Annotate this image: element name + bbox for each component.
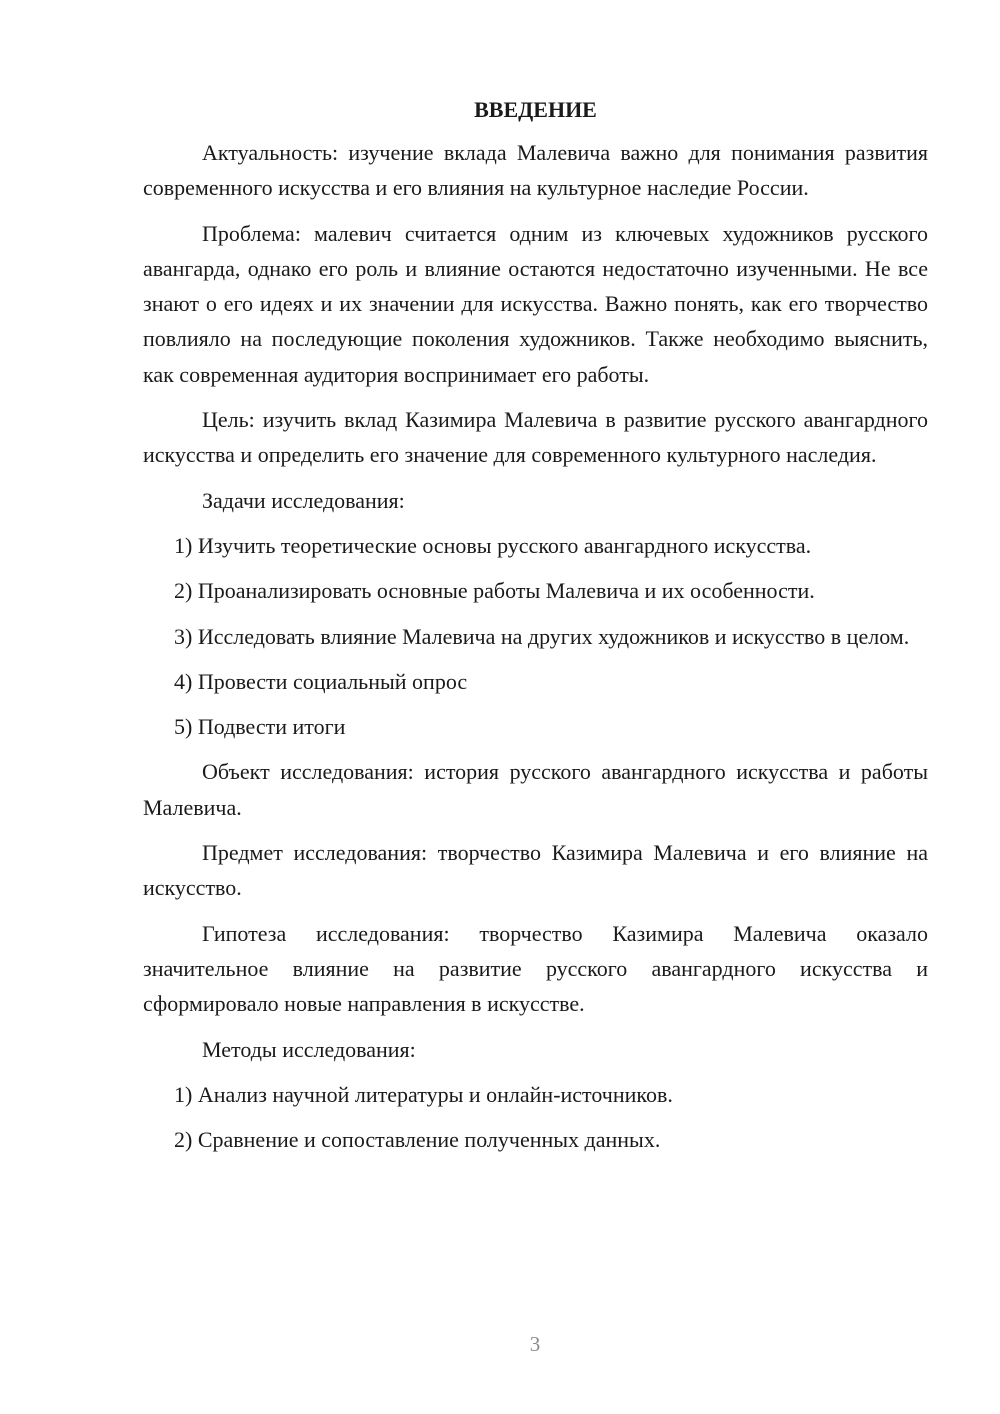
goal-paragraph: Цель: изучить вклад Казимира Малевича в развитие русского авангардного искусства и определить его значение для современного культурного наследия. [143, 407, 928, 468]
subject-paragraph: Предмет исследования: творчество Казимира Малевича и его влияние на искусство. [143, 840, 928, 901]
object-paragraph: Объект исследования: история русского авангардного искусства и работы Малевича. [143, 759, 928, 820]
hypothesis-paragraph: Гипотеза исследования: творчество Казимира Малевича оказало значительное влияние на развитие русского авангардного искусства и сформировало новые направления в искусстве. [143, 920, 928, 1017]
task-item-4: 4) Провести социальный опрос [174, 668, 468, 694]
task-item-3: 3) Исследовать влияние Малевича на других художников и искусство в целом. [174, 623, 910, 649]
methods-heading: Методы исследования: [202, 1036, 416, 1062]
problem-paragraph: Проблема: малевич считается одним из ключевых художников русского авангарда, однако его роль и влияние остаются недостаточно изученными. Не все знают о его идеях и их значении для искусства. Важно понять, как его творчество повлияло на последующие поколения художников. Также необходимо выяснить, как современная аудитория воспринимает его работы. [143, 220, 928, 387]
task-item-1: 1) Изучить теоретические основы русского авангардного искусства. [174, 532, 812, 558]
tasks-heading: Задачи исследования: [202, 487, 405, 513]
document-body [143, 95, 928, 1167]
section-title: ВВЕДЕНИЕ [474, 97, 597, 122]
relevance-paragraph: Актуальность: изучение вклада Малевича важно для понимания развития современного искусства и его влияния на культурное наследие России. [143, 140, 928, 201]
page-number: 3 [529, 1332, 541, 1356]
method-item-2: 2) Сравнение и сопоставление полученных данных. [174, 1127, 661, 1153]
task-item-2: 2) Проанализировать основные работы Малевича и их особенности. [174, 578, 815, 604]
method-item-1: 1) Анализ научной литературы и онлайн-источников. [174, 1081, 673, 1107]
task-item-5: 5) Подвести итоги [174, 714, 346, 740]
